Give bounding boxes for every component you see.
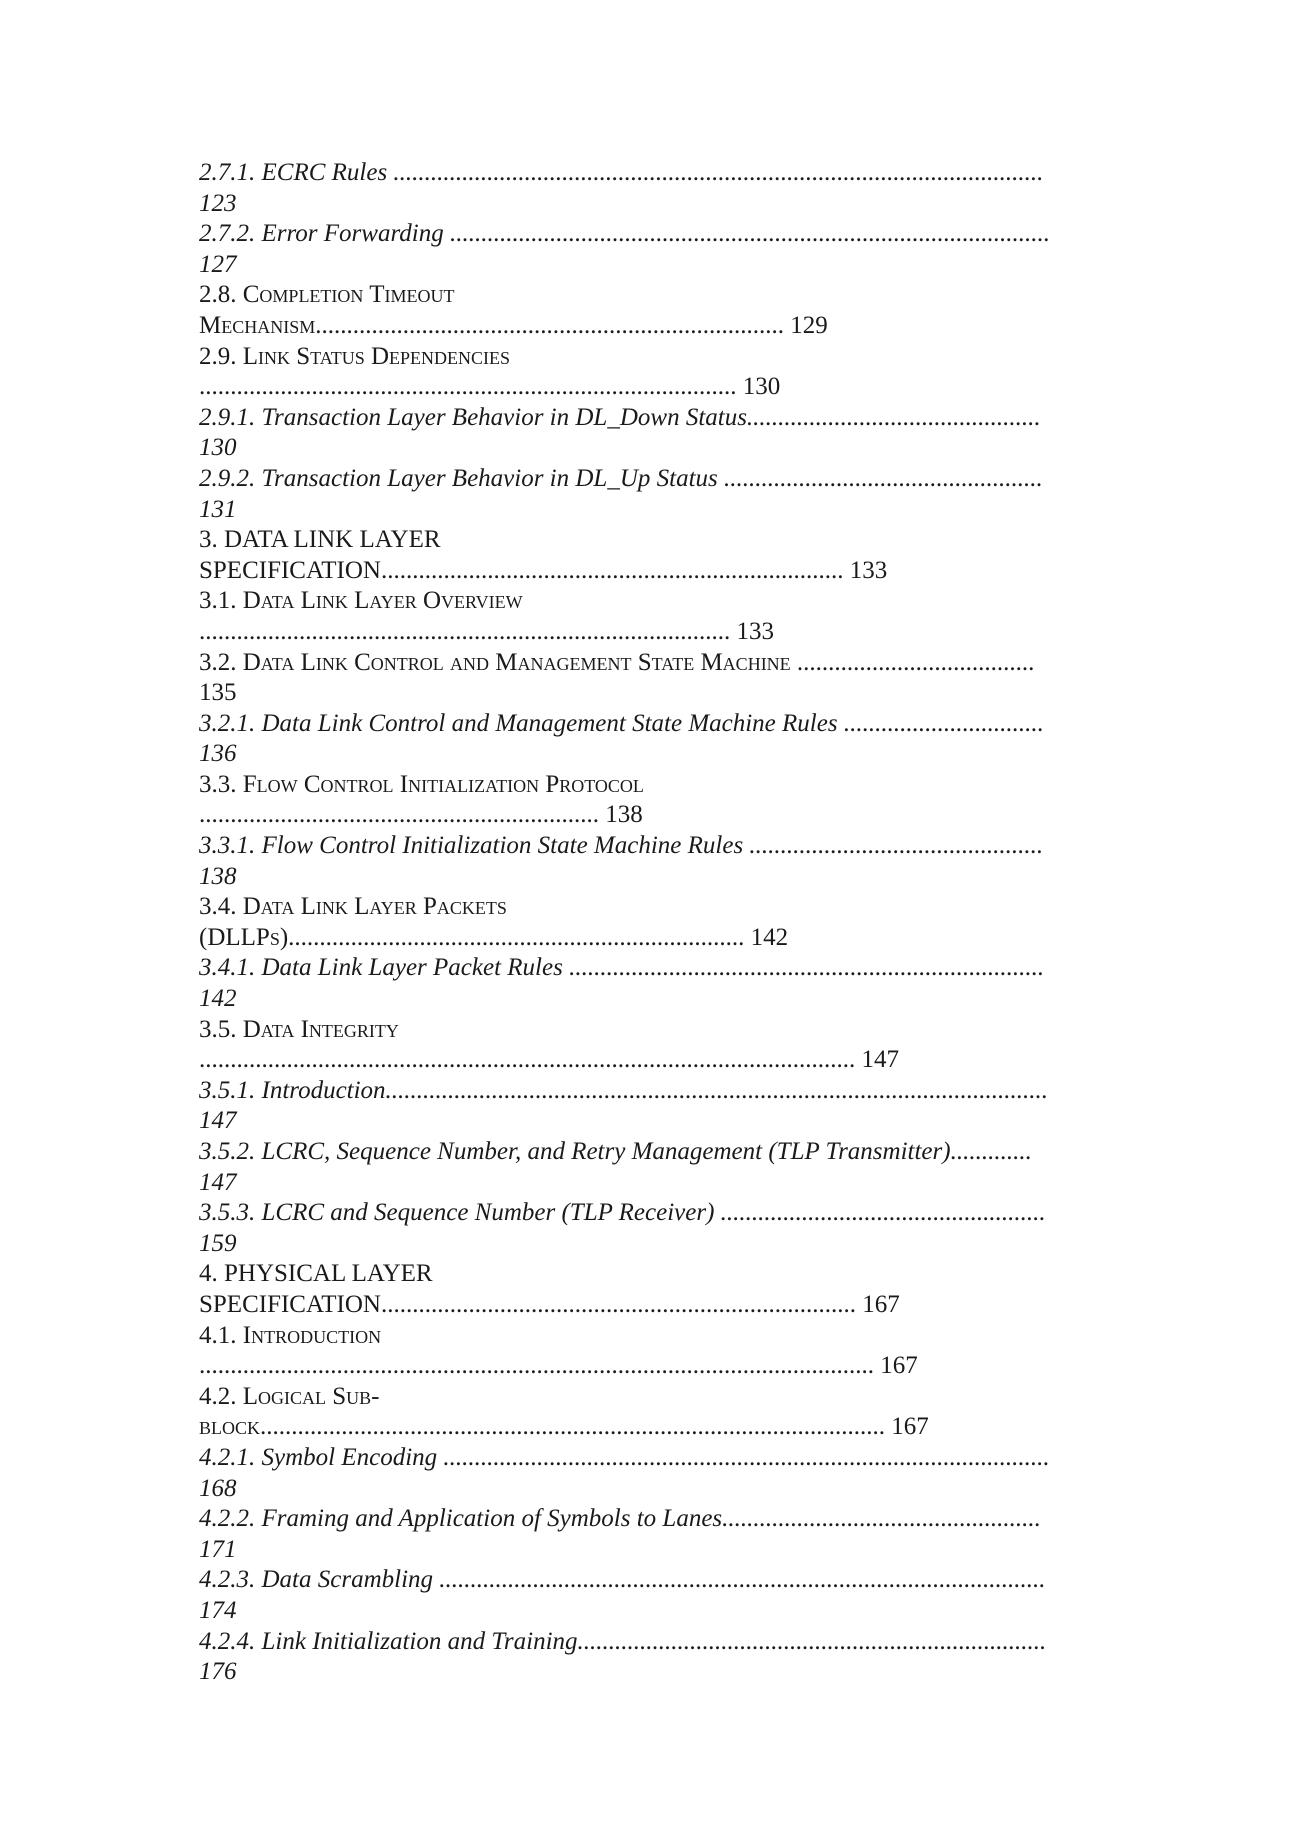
toc-line: 2.9.2. Transaction Layer Behavior in DL_Up Status ...................................................	[199, 464, 1043, 492]
toc-line: SPECIFICATION.......................................................................... 133	[199, 556, 888, 584]
toc-line: 4.2.1. Symbol Encoding .................................................................................................	[199, 1443, 1050, 1471]
toc-line: 3.2. Data Link Control and Management State Machine ......................................	[199, 648, 1035, 676]
toc-line: 2.9.1. Transaction Layer Behavior in DL_Down Status...............................................	[199, 403, 1041, 431]
toc-line: 4.2. Logical Sub-	[199, 1382, 380, 1410]
toc-line: 3.4.1. Data Link Layer Packet Rules ............................................................................	[199, 954, 1045, 982]
toc-line: 136	[199, 740, 237, 768]
toc-line: 131	[199, 495, 237, 523]
toc-line: 3.5. Data Integrity	[199, 1015, 399, 1043]
toc-line: ...................................................................................... 130	[199, 373, 781, 401]
toc-line: 3.3.1. Flow Control Initialization State Machine Rules ...............................................	[199, 832, 1044, 860]
toc-line: 4. PHYSICAL LAYER	[199, 1260, 433, 1288]
toc-line: SPECIFICATION............................................................................ 167	[199, 1290, 900, 1318]
toc-line: 4.2.3. Data Scrambling .................................................................................................	[199, 1566, 1046, 1594]
toc-line: block.................................................................................................... 167	[199, 1413, 929, 1441]
toc-line: 4.2.2. Framing and Application of Symbols to Lanes...................................................	[199, 1505, 1041, 1533]
toc-line: ......................................................................................................... 147	[199, 1046, 899, 1074]
toc-line: 3.1. Data Link Layer Overview	[199, 587, 523, 615]
toc-line: 3.3. Flow Control Initialization Protocol	[199, 770, 644, 798]
toc-line: 3.2.1. Data Link Control and Management State Machine Rules ................................	[199, 709, 1044, 737]
toc-line: 176	[199, 1658, 237, 1686]
toc-line: 135	[199, 679, 237, 707]
toc-line: 174	[199, 1596, 237, 1624]
toc-line: 3.4. Data Link Layer Packets	[199, 893, 507, 921]
toc-line: 171	[199, 1535, 237, 1563]
toc-line: 159	[199, 1229, 237, 1257]
toc-line: 168	[199, 1474, 237, 1502]
toc-line: 138	[199, 862, 237, 890]
toc-line: 3.5.1. Introduction..........................................................................................................	[199, 1076, 1049, 1104]
toc-line: ................................................................ 138	[199, 801, 643, 829]
toc-line: 123	[199, 189, 237, 217]
toc-line: 4.1. Introduction	[199, 1321, 382, 1349]
toc-line: 147	[199, 1107, 237, 1135]
toc-line: 2.9. Link Status Dependencies	[199, 342, 511, 370]
toc-line: 127	[199, 250, 237, 278]
toc-line: 2.7.2. Error Forwarding ................................................................................................	[199, 220, 1050, 248]
toc-line: ............................................................................................................ 167	[199, 1352, 918, 1380]
toc-line: 2.7.1. ECRC Rules ........................................................................................................	[199, 159, 1044, 186]
toc-line: 2.8. Completion Timeout	[199, 281, 455, 309]
toc-line: (DLLPs)......................................................................... 142	[199, 923, 789, 951]
toc-line: ..................................................................................... 133	[199, 617, 774, 645]
toc-line: Mechanism........................................................................... 129	[199, 311, 828, 339]
toc-line: 130	[199, 434, 237, 462]
toc-line: 147	[199, 1168, 237, 1196]
toc-line: 3. DATA LINK LAYER	[199, 526, 441, 554]
toc-line: 3.5.3. LCRC and Sequence Number (TLP Receiver) ....................................................	[199, 1199, 1046, 1227]
table-of-contents	[199, 158, 1119, 1688]
toc-line: 142	[199, 985, 237, 1013]
toc-line: 3.5.2. LCRC, Sequence Number, and Retry Management (TLP Transmitter).............	[199, 1138, 1032, 1165]
toc-line: 4.2.4. Link Initialization and Training...........................................................................	[199, 1627, 1047, 1655]
